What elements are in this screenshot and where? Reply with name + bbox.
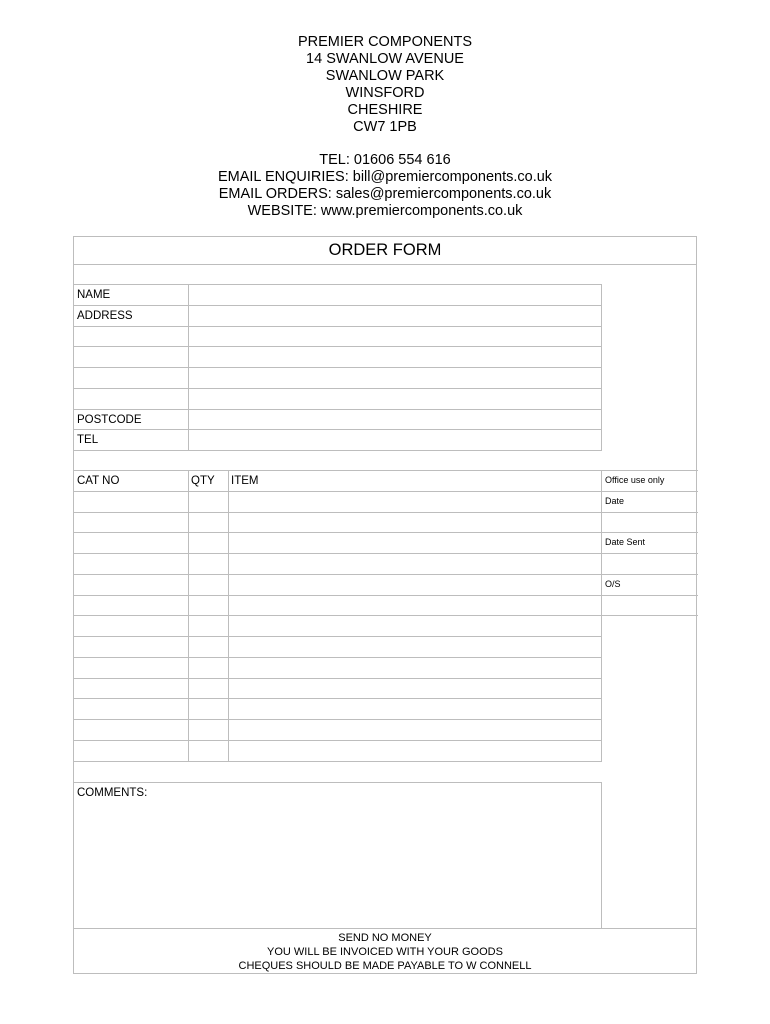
item-field[interactable] xyxy=(228,720,602,740)
address-line: CW7 1PB xyxy=(353,119,417,135)
table-row xyxy=(74,492,601,513)
address-line: 14 SWANLOW AVENUE xyxy=(306,51,464,67)
email-orders: EMAIL ORDERS: sales@premiercomponents.co.uk xyxy=(218,186,552,202)
cat-no-field[interactable] xyxy=(74,616,188,636)
cat-no-field[interactable] xyxy=(74,741,188,761)
footer-line: SEND NO MONEY xyxy=(338,932,432,944)
office-os-field[interactable] xyxy=(602,596,698,617)
table-row xyxy=(74,658,601,679)
letterhead xyxy=(0,34,770,220)
label-address-line-5 xyxy=(74,389,188,409)
label-name: NAME xyxy=(77,289,111,301)
qty-field[interactable] xyxy=(188,575,228,595)
order-items-table xyxy=(74,470,602,762)
qty-field[interactable] xyxy=(188,637,228,657)
office-date-sent-field[interactable] xyxy=(602,554,698,575)
cat-no-field[interactable] xyxy=(74,596,188,616)
telephone: TEL: 01606 554 616 xyxy=(319,152,451,168)
qty-field[interactable] xyxy=(188,533,228,553)
cat-no-field[interactable] xyxy=(74,554,188,574)
tel-field[interactable] xyxy=(188,430,602,450)
company-name: PREMIER COMPONENTS xyxy=(297,34,472,50)
table-row xyxy=(74,285,601,306)
label-address-line-2 xyxy=(74,327,188,347)
item-field[interactable] xyxy=(228,533,602,553)
comments-label: COMMENTS: xyxy=(77,787,148,799)
item-field[interactable] xyxy=(228,596,602,616)
table-row xyxy=(74,575,601,596)
label-tel: TEL xyxy=(77,434,99,447)
form-title: ORDER FORM xyxy=(74,237,696,265)
footer-line: CHEQUES SHOULD BE MADE PAYABLE TO W CONNELL xyxy=(238,960,532,972)
label-address-line-4 xyxy=(74,368,188,388)
website: WEBSITE: www.premiercomponents.co.uk xyxy=(247,203,523,219)
table-row xyxy=(74,389,601,410)
item-field[interactable] xyxy=(228,492,602,512)
office-date-sent-label: Date Sent xyxy=(602,533,698,554)
order-form xyxy=(73,236,697,974)
cat-no-field[interactable] xyxy=(74,533,188,553)
table-row xyxy=(74,410,601,431)
table-row xyxy=(74,327,601,348)
cat-no-field[interactable] xyxy=(74,720,188,740)
postcode-field[interactable] xyxy=(188,410,602,430)
table-row xyxy=(74,616,601,637)
table-row xyxy=(74,533,601,554)
cat-no-field[interactable] xyxy=(74,513,188,533)
cat-no-field[interactable] xyxy=(74,492,188,512)
qty-field[interactable] xyxy=(188,492,228,512)
form-footer xyxy=(74,928,696,974)
address-line: SWANLOW PARK xyxy=(325,68,445,84)
table-row xyxy=(74,720,601,741)
cat-no-field[interactable] xyxy=(74,575,188,595)
address-line-2-field[interactable] xyxy=(188,327,602,347)
table-row xyxy=(74,699,601,720)
address-line: CHESHIRE xyxy=(347,102,423,118)
email-enquiries: EMAIL ENQUIRIES: bill@premiercomponents.co.uk xyxy=(217,169,553,185)
qty-field[interactable] xyxy=(188,679,228,699)
item-field[interactable] xyxy=(228,699,602,719)
header-qty: QTY xyxy=(191,475,215,487)
address-line-5-field[interactable] xyxy=(188,389,602,409)
item-field[interactable] xyxy=(228,513,602,533)
item-field[interactable] xyxy=(228,575,602,595)
table-row xyxy=(74,368,601,389)
name-field[interactable] xyxy=(188,285,602,305)
item-field[interactable] xyxy=(228,616,602,636)
cat-no-field[interactable] xyxy=(74,658,188,678)
header-cat-no: CAT NO xyxy=(77,475,120,487)
qty-field[interactable] xyxy=(188,720,228,740)
table-row xyxy=(74,430,601,451)
header-item: ITEM xyxy=(231,475,259,487)
office-use-header: Office use only xyxy=(602,471,698,492)
customer-details-table xyxy=(74,284,602,451)
office-date-label: Date xyxy=(602,492,698,513)
qty-field[interactable] xyxy=(188,596,228,616)
address-line-4-field[interactable] xyxy=(188,368,602,388)
office-use-panel xyxy=(602,470,698,616)
table-row xyxy=(74,637,601,658)
table-row xyxy=(74,741,601,762)
label-postcode: POSTCODE xyxy=(77,413,142,426)
qty-field[interactable] xyxy=(188,699,228,719)
item-field[interactable] xyxy=(228,658,602,678)
label-address-line-3 xyxy=(74,347,188,367)
label-address: ADDRESS xyxy=(77,309,133,322)
table-row xyxy=(74,347,601,368)
table-row xyxy=(74,596,601,617)
qty-field[interactable] xyxy=(188,616,228,636)
item-field[interactable] xyxy=(228,741,602,761)
office-date-field[interactable] xyxy=(602,513,698,534)
qty-field[interactable] xyxy=(188,513,228,533)
address-line: WINSFORD xyxy=(345,85,425,101)
cat-no-field[interactable] xyxy=(74,679,188,699)
footer-line: YOU WILL BE INVOICED WITH YOUR GOODS xyxy=(267,946,503,958)
comments-box[interactable] xyxy=(74,782,602,928)
table-row xyxy=(74,471,601,492)
table-row xyxy=(74,679,601,700)
cat-no-field[interactable] xyxy=(74,699,188,719)
table-row xyxy=(74,306,601,327)
address-field[interactable] xyxy=(188,306,602,326)
cat-no-field[interactable] xyxy=(74,637,188,657)
qty-field[interactable] xyxy=(188,658,228,678)
qty-field[interactable] xyxy=(188,554,228,574)
qty-field[interactable] xyxy=(188,741,228,761)
table-row xyxy=(74,513,601,534)
address-line-3-field[interactable] xyxy=(188,347,602,367)
item-field[interactable] xyxy=(228,554,602,574)
item-field[interactable] xyxy=(228,679,602,699)
office-os-label: O/S xyxy=(602,575,698,596)
spacer xyxy=(0,136,770,152)
table-row xyxy=(74,554,601,575)
item-field[interactable] xyxy=(228,637,602,657)
